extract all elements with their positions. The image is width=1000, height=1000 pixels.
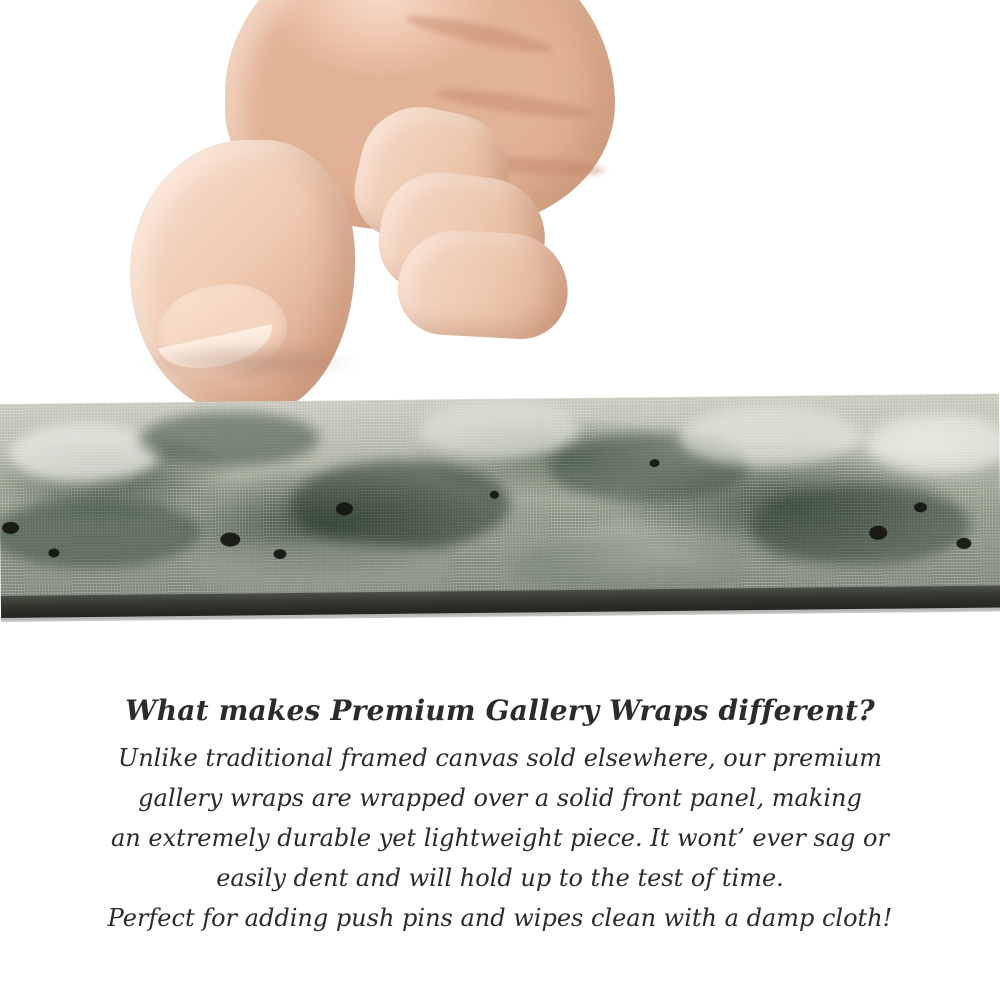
canvas-speck [649,459,659,467]
canvas-speck [273,549,286,559]
caption-line: an extremely durable yet lightweight piece. It wont’ ever sag or [111,824,889,852]
hand-pressing-icon [130,0,600,430]
hand-shadow [140,342,360,382]
caption-line: easily dent and will hold up to the test of time. [216,864,784,892]
canvas-speck [490,491,499,499]
canvas-face [0,394,1000,601]
knuckle-crease [405,10,555,59]
canvas-mottle [869,413,1000,474]
caption-heading: What makes Premium Gallery Wraps different? [125,694,875,727]
caption-line: Perfect for adding push pins and wipes clean with a damp cloth! [107,904,893,932]
caption-line: Unlike traditional framed canvas sold elsewhere, our premium [117,744,882,772]
caption-line: gallery wraps are wrapped over a solid front panel, making [138,784,862,812]
canvas-speck [914,502,927,512]
canvas-speck [48,548,59,557]
finger [395,228,570,342]
canvas-edge-icon [0,394,1000,622]
canvas-speck [869,526,887,540]
canvas-speck [336,502,353,515]
caption-block [0,690,1000,938]
